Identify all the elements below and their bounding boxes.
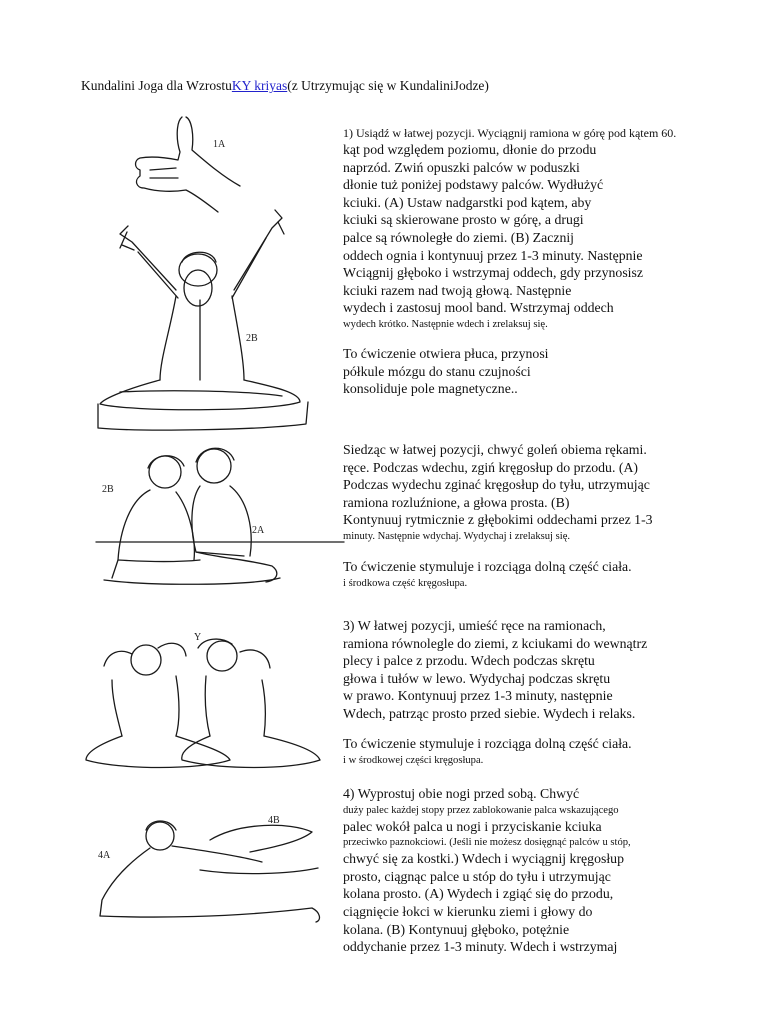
text-line: ramiona rozluźnione, a głowa prosta. (B) bbox=[343, 494, 570, 510]
text-line: przeciwko paznokciowi. (Jeśli nie możesz dosięgnąć palców u stóp, bbox=[343, 837, 631, 849]
exercise-1-instructions bbox=[343, 125, 753, 332]
text-line: To ćwiczenie otwiera płuca, przynosi bbox=[343, 346, 549, 361]
text-line: To ćwiczenie stymuluje i rozciąga dolną część ciała. bbox=[343, 559, 632, 574]
figure-1a-hand bbox=[136, 117, 241, 212]
text-line: naprzód. Zwiń opuszki palców w poduszki bbox=[343, 159, 580, 175]
exercise-2-instructions bbox=[343, 441, 753, 544]
text-line: dłonie tuż poniżej podstawy palców. Wydłużyć bbox=[343, 177, 604, 193]
text-line: ciągnięcie łokci w kierunku ziemi i głowy do bbox=[343, 903, 593, 919]
text-line: w prawo. Kontynuuj przez 1-3 minuty, następnie bbox=[343, 688, 613, 704]
text-line: ramiona równolegle do ziemi, z kciukami do wewnątrz bbox=[343, 635, 648, 651]
text-line: 4) Wyprostuj obie nogi przed sobą. Chwyć bbox=[343, 786, 580, 801]
text-line: kciuki są skierowane prosto w górę, a drugi bbox=[343, 212, 584, 228]
exercise-1-benefit bbox=[343, 345, 753, 398]
text-line: duży palec każdej stopy przez zablokowanie palca wskazującego bbox=[343, 804, 619, 816]
figure-2-spine-flex bbox=[96, 448, 344, 584]
text-line: ręce. Podczas wdechu, zgiń kręgosłup do przodu. (A) bbox=[343, 459, 639, 475]
text-line: wydech i zastosuj mool band. Wstrzymaj oddech bbox=[343, 300, 614, 316]
text-line: oddech ognia i kontynuuj przez 1-3 minuty. Następnie bbox=[343, 247, 643, 263]
exercise-3-benefit bbox=[343, 735, 753, 768]
text-line: 3) W łatwej pozycji, umieść ręce na ramionach, bbox=[343, 618, 606, 633]
text-line: oddychanie przez 1-3 minuty. Wdech i wstrzymaj bbox=[343, 939, 618, 955]
kriyas-link[interactable]: KY kriyas bbox=[231, 78, 288, 93]
text-line: minuty. Następnie wdychaj. Wydychaj i zrelaksuj się. bbox=[343, 530, 571, 542]
text-line: kciuki razem nad twoją głową. Następnie bbox=[343, 282, 572, 298]
figure-label-1a: 1A bbox=[213, 139, 226, 150]
text-line: konsoliduje pole magnetyczne.. bbox=[343, 381, 518, 397]
exercise-4-instructions bbox=[343, 785, 753, 956]
text-line: 1) Usiądź w łatwej pozycji. Wyciągnij ramiona w górę pod kątem 60. bbox=[343, 126, 677, 140]
text-line: i środkowa część kręgosłupa. bbox=[343, 577, 468, 589]
text-line: prosto, ciągnąc palce u stóp do tyłu i utrzymując bbox=[343, 868, 611, 884]
figure-4-forward-bend bbox=[98, 815, 319, 922]
text-line: To ćwiczenie stymuluje i rozciąga dolną część ciała. bbox=[343, 736, 632, 751]
text-line: głowa i tułów w lewo. Wydychaj podczas skrętu bbox=[343, 670, 611, 686]
figure-label-4b: 4B bbox=[268, 815, 280, 826]
text-line: i w środkowej części kręgosłupa. bbox=[343, 754, 484, 766]
text-line: Wdech, patrząc prosto przed siebie. Wydech i relaks. bbox=[343, 705, 636, 721]
exercise-3-instructions bbox=[343, 617, 753, 723]
text-line: kąt pod względem poziomu, dłonie do przodu bbox=[343, 142, 597, 157]
text-line: kciuki. (A) Ustaw nadgarstki pod kątem, aby bbox=[343, 194, 592, 210]
exercise-2-benefit bbox=[343, 558, 753, 591]
figure-label-y: Y bbox=[194, 632, 202, 643]
figure-3-twist bbox=[86, 632, 320, 768]
figure-label-1b: 2B bbox=[246, 333, 258, 344]
text-line: plecy i palce z przodu. Wdech podczas skrętu bbox=[343, 653, 595, 669]
text-line: chwyć się za kostki.) Wdech i wyciągnij kręgosłup bbox=[343, 851, 624, 867]
title-prefix: Kundalini Joga dla Wzrostu bbox=[81, 78, 232, 93]
figure-label-2a: 2A bbox=[252, 525, 265, 536]
figure-label-4a: 4A bbox=[98, 850, 111, 861]
text-line: Podczas wydechu zginać kręgosłup do tyłu, utrzymując bbox=[343, 477, 650, 493]
text-line: półkule mózgu do stanu czujności bbox=[343, 363, 531, 379]
text-line: wydech krótko. Następnie wdech i zrelaksuj się. bbox=[343, 318, 548, 330]
text-line: palec wokół palca u nogi i przyciskanie kciuka bbox=[343, 818, 602, 834]
text-line: Kontynuuj rytmicznie z głębokimi oddechami przez 1-3 bbox=[343, 512, 653, 528]
title-suffix: (z Utrzymując się w KundaliniJodze) bbox=[287, 78, 489, 93]
text-line: kolana. (B) Kontynuuj głęboko, potężnie bbox=[343, 921, 570, 937]
text-line: kolana prosto. (A) Wydech i zgiąć się do przodu, bbox=[343, 886, 614, 902]
text-line: Wciągnij głęboko i wstrzymaj oddech, gdy przynosisz bbox=[343, 265, 644, 281]
figure-1b-arms-raised bbox=[98, 210, 308, 430]
figure-label-2b: 2B bbox=[102, 484, 114, 495]
text-line: palce są równoległe do ziemi. (B) Zacznij bbox=[343, 229, 575, 245]
text-line: Siedząc w łatwej pozycji, chwyć goleń obiema rękami. bbox=[343, 442, 647, 457]
